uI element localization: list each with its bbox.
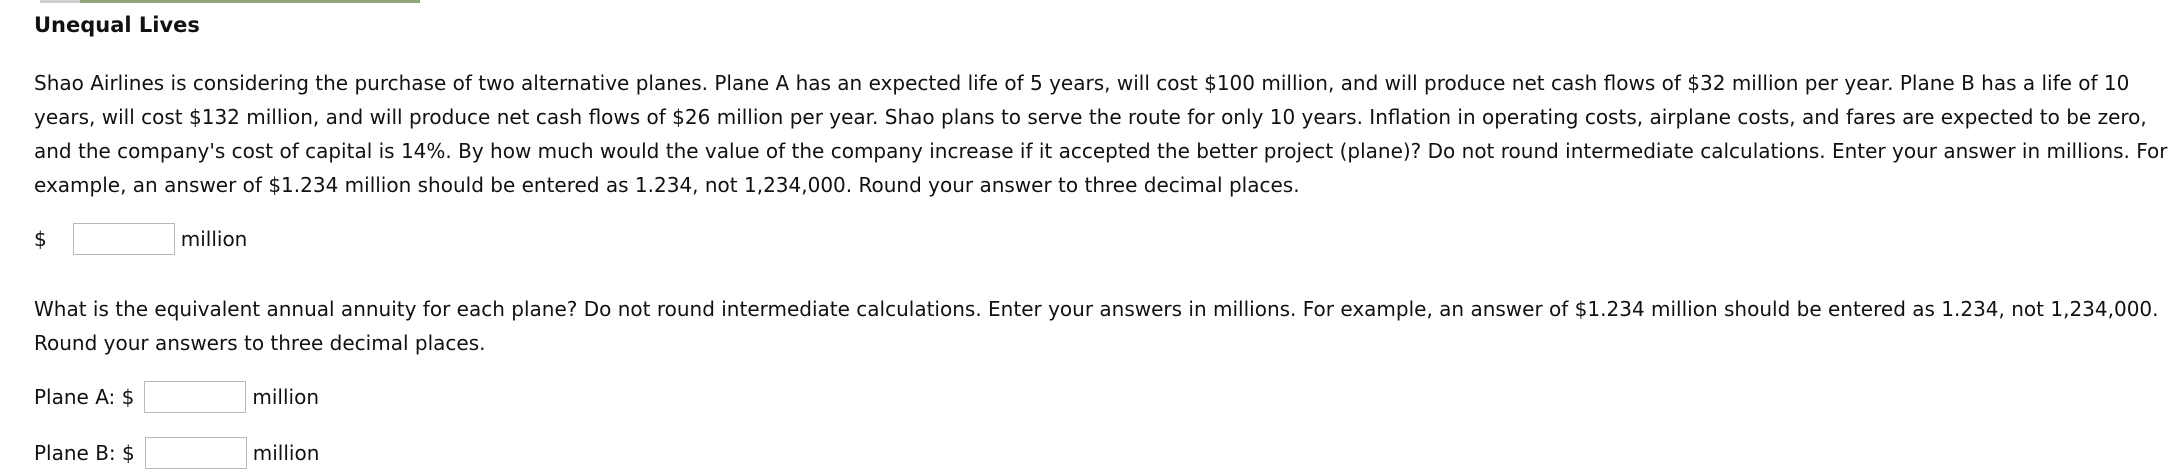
plane-b-label: Plane B: $ xyxy=(34,441,135,465)
plane-b-eaa-input[interactable] xyxy=(145,437,247,469)
question-content xyxy=(34,10,2174,470)
top-accent-bar xyxy=(40,0,420,3)
answer-row-value-increase xyxy=(34,222,2174,256)
dollar-prefix: $ xyxy=(34,227,47,251)
million-unit-label: million xyxy=(180,227,248,251)
question-2-text: What is the equivalent annual annuity for each plane? Do not round intermediate calculations. Enter your answers in millions. For example, an answer of $1.234 million should be entered as 1.234, not 1,234,000. Round your answers to three decimal places. xyxy=(34,297,2159,355)
plane-a-eaa-input[interactable] xyxy=(144,381,246,413)
plane-b-unit-label: million xyxy=(252,441,320,465)
plane-a-unit-label: million xyxy=(252,385,319,409)
question-1-text: Shao Airlines is considering the purchase of two alternative planes. Plane A has an expected life of 5 years, will cost $100 million, and will produce net cash flows of $32 million per year. Plane B has a life of 10 years, will cost $132 million, and will produce net cash flows of $26 million per year. Shao plans to serve the route for only 10 years. Inflation in operating costs, airplane costs, and fares are expected to be zero, and the company's cost of capital is 14%. By how much would the value of the company increase if it accepted the better project (plane)? Do not round intermediate calculations. Enter your answer in millions. For example, an answer of $1.234 million should be entered as 1.234, not 1,234,000. Round your answer to three decimal places. xyxy=(34,71,2168,197)
plane-a-label: Plane A: $ xyxy=(34,385,135,409)
value-increase-input[interactable] xyxy=(73,223,175,255)
answer-row-plane-b xyxy=(34,436,2174,470)
answer-row-plane-a xyxy=(34,380,2174,414)
problem-title: Unequal Lives xyxy=(34,13,200,37)
